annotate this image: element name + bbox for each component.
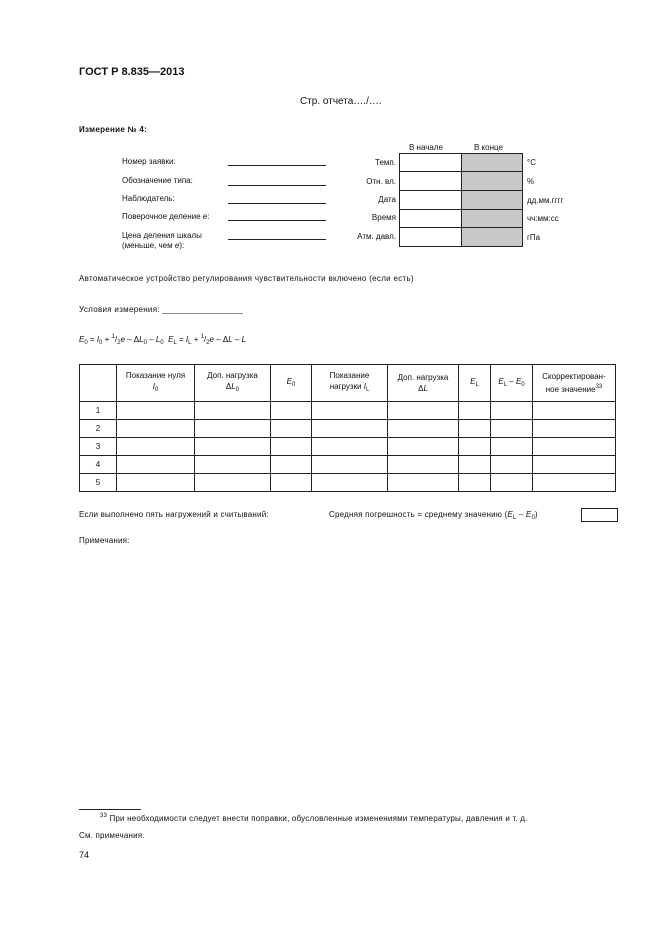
table-row [80,474,616,492]
table-header-row [80,365,616,402]
col-end-header: В конце [474,143,503,152]
average-error-input[interactable] [581,508,618,522]
cond-date-end [461,190,523,210]
table-cell[interactable] [117,438,195,456]
field-label-scale-division: Цена деления шкалы (меньше, чем е): [122,231,202,250]
cond-unit-pressure: гПа [527,233,541,242]
formula: $E_0 = I_0 + ^1/_2e - \Delta L_0 - L_0$ $E_L = I_L + ^1/_2e - \Delta L - L$ [79,334,247,346]
table-cell[interactable] [312,402,388,420]
table-cell[interactable] [491,474,533,492]
cond-label-temp: Темп. [375,158,396,167]
measurement-table [79,364,616,492]
page-number: 74 [79,850,90,860]
header-extra-load-zero: Доп. нагрузка $\Delta L_0$ [195,365,271,402]
field-input-scale-division[interactable] [228,239,326,240]
table-cell[interactable] [195,402,271,420]
cond-temp-end [461,153,523,172]
header-el-minus-e0: $E_L - E_0$ [491,365,533,402]
summary-left-text: Если выполнено пять нагружений и считываний: [79,510,269,519]
table-cell[interactable] [271,438,312,456]
footnote-separator [79,809,141,810]
field-input-type[interactable] [228,185,326,186]
col-start-header: В начале [409,143,443,152]
table-cell[interactable] [491,402,533,420]
cond-pressure-end [461,227,523,247]
table-cell[interactable] [533,438,616,456]
table-cell[interactable] [533,420,616,438]
table-cell[interactable] [459,456,491,474]
table-cell[interactable] [491,420,533,438]
table-cell[interactable] [533,456,616,474]
cond-unit-time: чч:мм:сс [527,214,559,223]
table-cell[interactable] [388,474,459,492]
table-cell[interactable] [533,402,616,420]
cond-date-start[interactable] [399,190,462,210]
cond-humidity-end [461,171,523,191]
cond-label-humidity: Отн. вл. [366,177,396,186]
conditions-text: Условия измерения: _________________ [79,305,244,314]
footnote-text: $^{33}$ При необходимости следует внести поправки, обусловленные изменениями температуры, давления и т. д. [99,813,528,823]
header-extra-load: Доп. нагрузка ΔL [388,365,459,402]
cond-pressure-start[interactable] [399,227,462,247]
cond-unit-date: дд.мм.гггг [527,196,564,205]
table-cell[interactable] [388,402,459,420]
table-cell[interactable] [388,438,459,456]
table-cell[interactable] [459,402,491,420]
table-cell[interactable] [459,438,491,456]
row-index: 2 [80,420,117,438]
table-cell[interactable] [271,474,312,492]
table-cell[interactable] [117,456,195,474]
table-cell[interactable] [195,438,271,456]
header-el: $E_L$ [459,365,491,402]
table-cell[interactable] [195,474,271,492]
cond-label-date: Дата [378,195,396,204]
table-row [80,456,616,474]
cond-temp-start[interactable] [399,153,462,172]
cond-label-time: Время [371,213,396,222]
table-cell[interactable] [117,402,195,420]
cond-unit-temp: °C [527,158,536,167]
report-page-label: Стр. отчета…./…. [300,96,382,107]
table-cell[interactable] [312,456,388,474]
table-cell[interactable] [117,420,195,438]
field-label-request: Номер заявки: [122,157,176,166]
standard-title: ГОСТ Р 8.835—2013 [79,66,185,78]
header-corrected-value: Скорректирован- ное значение$^{33}$ [533,365,616,402]
field-input-observer[interactable] [228,203,326,204]
row-index: 3 [80,438,117,456]
summary-right-text: Средняя погрешность = среднему значению $(E_L - E_0)$ [329,510,538,521]
table-cell[interactable] [491,456,533,474]
table-cell[interactable] [271,456,312,474]
header-e0: $E_0$ [271,365,312,402]
table-cell[interactable] [271,402,312,420]
table-row [80,420,616,438]
header-load-reading: Показание нагрузки $I_L$ [312,365,388,402]
table-cell[interactable] [271,420,312,438]
cond-time-start[interactable] [399,209,462,228]
table-cell[interactable] [312,420,388,438]
measurement-title: Измерение № 4: [79,125,148,134]
header-index [80,365,117,402]
table-cell[interactable] [533,474,616,492]
field-input-request[interactable] [228,165,326,166]
row-index: 4 [80,456,117,474]
cond-time-end [461,209,523,228]
row-index: 5 [80,474,117,492]
table-cell[interactable] [195,456,271,474]
cond-humidity-start[interactable] [399,171,462,191]
field-label-type: Обозначение типа: [122,176,193,185]
table-cell[interactable] [195,420,271,438]
table-cell[interactable] [388,456,459,474]
table-cell[interactable] [388,420,459,438]
table-row [80,402,616,420]
row-index: 1 [80,402,117,420]
field-label-observer: Наблюдатель: [122,194,175,203]
footnote-text-continued: См. примечания. [79,831,145,840]
auto-device-text: Автоматическое устройство регулирования чувствительности включено (если есть) [79,274,414,283]
table-cell[interactable] [459,474,491,492]
field-label-verification-division: Поверочное деление е: [122,212,210,221]
table-row [80,438,616,456]
notes-label: Примечания: [79,536,130,545]
cond-unit-humidity: % [527,177,535,186]
table-cell[interactable] [312,474,388,492]
table-cell[interactable] [117,474,195,492]
table-cell[interactable] [491,438,533,456]
header-zero-reading: Показание нуля $I_0$ [117,365,195,402]
cond-label-pressure: Атм. давл. [357,232,396,241]
field-input-verification-division[interactable] [228,220,326,221]
table-cell[interactable] [459,420,491,438]
table-cell[interactable] [312,438,388,456]
